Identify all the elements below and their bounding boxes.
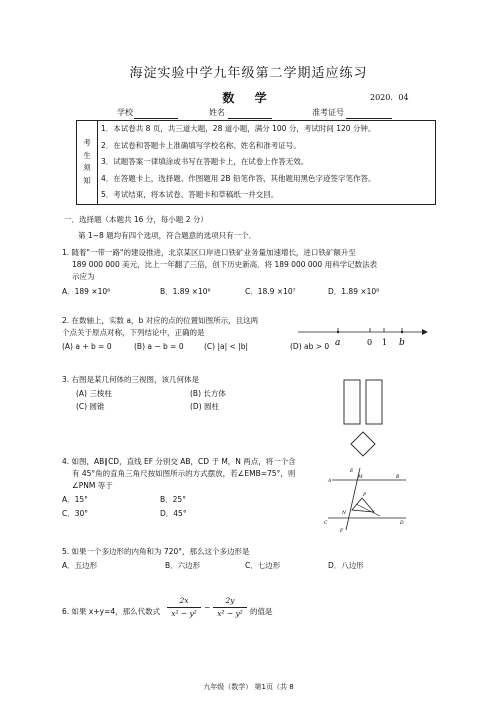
- fraction-1-denominator: x² − y²: [171, 609, 197, 618]
- fraction-1-numerator: 2x: [179, 596, 189, 605]
- question-3-option-c[interactable]: (C) 圆锥: [76, 402, 105, 411]
- notice-item: 2．在试卷和答题卡上准确填写学校名称、姓名和准考证号。: [98, 138, 436, 155]
- question-1-option-b[interactable]: B．1.89 ×10⁶: [160, 287, 211, 296]
- school-label: 学校: [117, 108, 133, 117]
- figure-label-p: P: [363, 493, 367, 498]
- question-2-option-c[interactable]: (C) |a| < |b|: [204, 342, 248, 351]
- question-5-option-b[interactable]: B．六边形: [165, 561, 201, 570]
- question-4-option-c[interactable]: C．30°: [62, 509, 89, 518]
- axis-label-b: b: [399, 338, 405, 348]
- question-4-option-a[interactable]: A．15°: [62, 495, 88, 504]
- axis-label-one: 1: [382, 338, 388, 347]
- fraction-2-numerator: 2y: [225, 596, 235, 605]
- axis-label-a: a: [335, 338, 341, 348]
- fraction-2-bar: [213, 607, 247, 608]
- question-1-option-c[interactable]: C．18.9 ×10⁷: [245, 287, 296, 296]
- figure-label-d: D: [400, 521, 404, 526]
- question-1-line: 189 000 000 美元，比上一年翻了三倍，创下历史新高．将 189 000 000 用科学记数法表: [72, 260, 378, 269]
- question-3-option-a[interactable]: (A) 三棱柱: [76, 389, 112, 398]
- minus-sign: −: [204, 603, 211, 612]
- notice-item: 1．本试卷共 8 页，共三道大题，28 道小题，满分 100 分，考试时间 120 分钟。: [98, 121, 436, 138]
- question-4-line: ∠PNM 等于: [72, 481, 113, 490]
- question-2-line: 2. 在数轴上，实数 a，b 对应的点的位置如图所示，且这两: [62, 316, 259, 325]
- question-3-line: 3. 右图是某几何体的三视图，该几何体是: [62, 375, 200, 384]
- question-6-prefix: 6. 如果 x+y=4，那么代数式: [62, 607, 161, 616]
- question-5-line: 5. 如果一个多边形的内角和为 720°，那么这个多边形是: [62, 547, 250, 556]
- question-1-line: 示应为: [72, 272, 95, 281]
- exam-number-underline: [346, 118, 392, 119]
- fraction-2-denominator: x² − y²: [217, 609, 243, 618]
- figure-label-e: E: [350, 469, 354, 474]
- section-heading: 一．选择题（本题共 16 分，每小题 2 分）: [64, 215, 208, 224]
- question-2-option-a[interactable]: (A) a + b = 0: [62, 342, 112, 351]
- question-4-option-b[interactable]: B．25°: [160, 495, 186, 504]
- notice-item: 3．试题答案一律填涂或书写在答题卡上，在试卷上作答无效。: [98, 154, 436, 171]
- subject-heading: 数 学: [222, 91, 275, 105]
- figure-label-a: A: [328, 479, 332, 484]
- question-5-option-d[interactable]: D．八边形: [328, 561, 364, 570]
- notice-item: 5．考试结束，将本试卷、答题卡和草稿纸一并交回。: [98, 187, 436, 204]
- question-4-option-d[interactable]: D．45°: [160, 509, 187, 518]
- number-line-figure: [298, 322, 428, 348]
- notice-side-label: 考 生 须 知: [77, 121, 98, 205]
- exam-date: 2020．04: [370, 93, 409, 102]
- notice-item: 4．在答题卡上，选择题、作图题用 2B 铅笔作答，其他题用黑色字迹签字笔作答。: [98, 171, 436, 188]
- question-5-option-c[interactable]: C．七边形: [245, 561, 281, 570]
- question-4-line: 4. 如图，AB∥CD，直线 EF 分别交 AB，CD 于 M，N 两点，将一个含: [62, 457, 296, 466]
- question-2-option-b[interactable]: (B) a − b = 0: [134, 342, 184, 351]
- question-3-option-b[interactable]: (B) 长方体: [190, 389, 226, 398]
- page-title: 海淀实验中学九年级第二学期适应练习: [129, 66, 368, 81]
- candidate-notice-table: [76, 120, 436, 205]
- question-1-option-a[interactable]: A．189 ×10⁶: [62, 287, 111, 296]
- figure-label-b: B: [396, 475, 400, 480]
- question-2-option-d[interactable]: (D) ab > 0: [290, 342, 330, 351]
- exam-number-label: 准考证号: [312, 108, 344, 117]
- fraction-1-bar: [167, 607, 201, 608]
- question-1-line: 1. 随着"一带一路"的建设推进，北京某区口岸进口铁矿业务量加速增长，进口铁矿额升至: [62, 248, 356, 257]
- parallel-lines-figure: [320, 462, 410, 534]
- figure-label-n: N: [342, 511, 346, 516]
- question-3-option-d[interactable]: (D) 圆柱: [190, 402, 220, 411]
- name-label: 姓名: [209, 108, 225, 117]
- figure-label-c: C: [324, 521, 328, 526]
- school-underline: [134, 118, 178, 119]
- question-1-option-d[interactable]: D．1.89 ×10⁸: [328, 287, 380, 296]
- question-6-suffix: 的值是: [250, 607, 273, 616]
- figure-label-f: F: [340, 529, 344, 534]
- question-5-option-a[interactable]: A．五边形: [62, 561, 98, 570]
- page-footer: 九年级（数学） 第1页（共 8: [203, 683, 294, 691]
- name-underline: [228, 118, 272, 119]
- question-2-line: 个点关于原点对称，下列结论中，正确的是: [62, 328, 205, 337]
- figure-label-m: M: [358, 475, 363, 480]
- section-instruction: 第 1~8 题均有四个选项，符合题意的选项只有一个．: [78, 231, 257, 240]
- three-view-figure: [340, 370, 388, 466]
- axis-label-zero: 0: [367, 338, 373, 347]
- question-4-line: 有 45°角的直角三角尺按如图所示的方式摆放，若∠EMB=75°，则: [72, 469, 296, 478]
